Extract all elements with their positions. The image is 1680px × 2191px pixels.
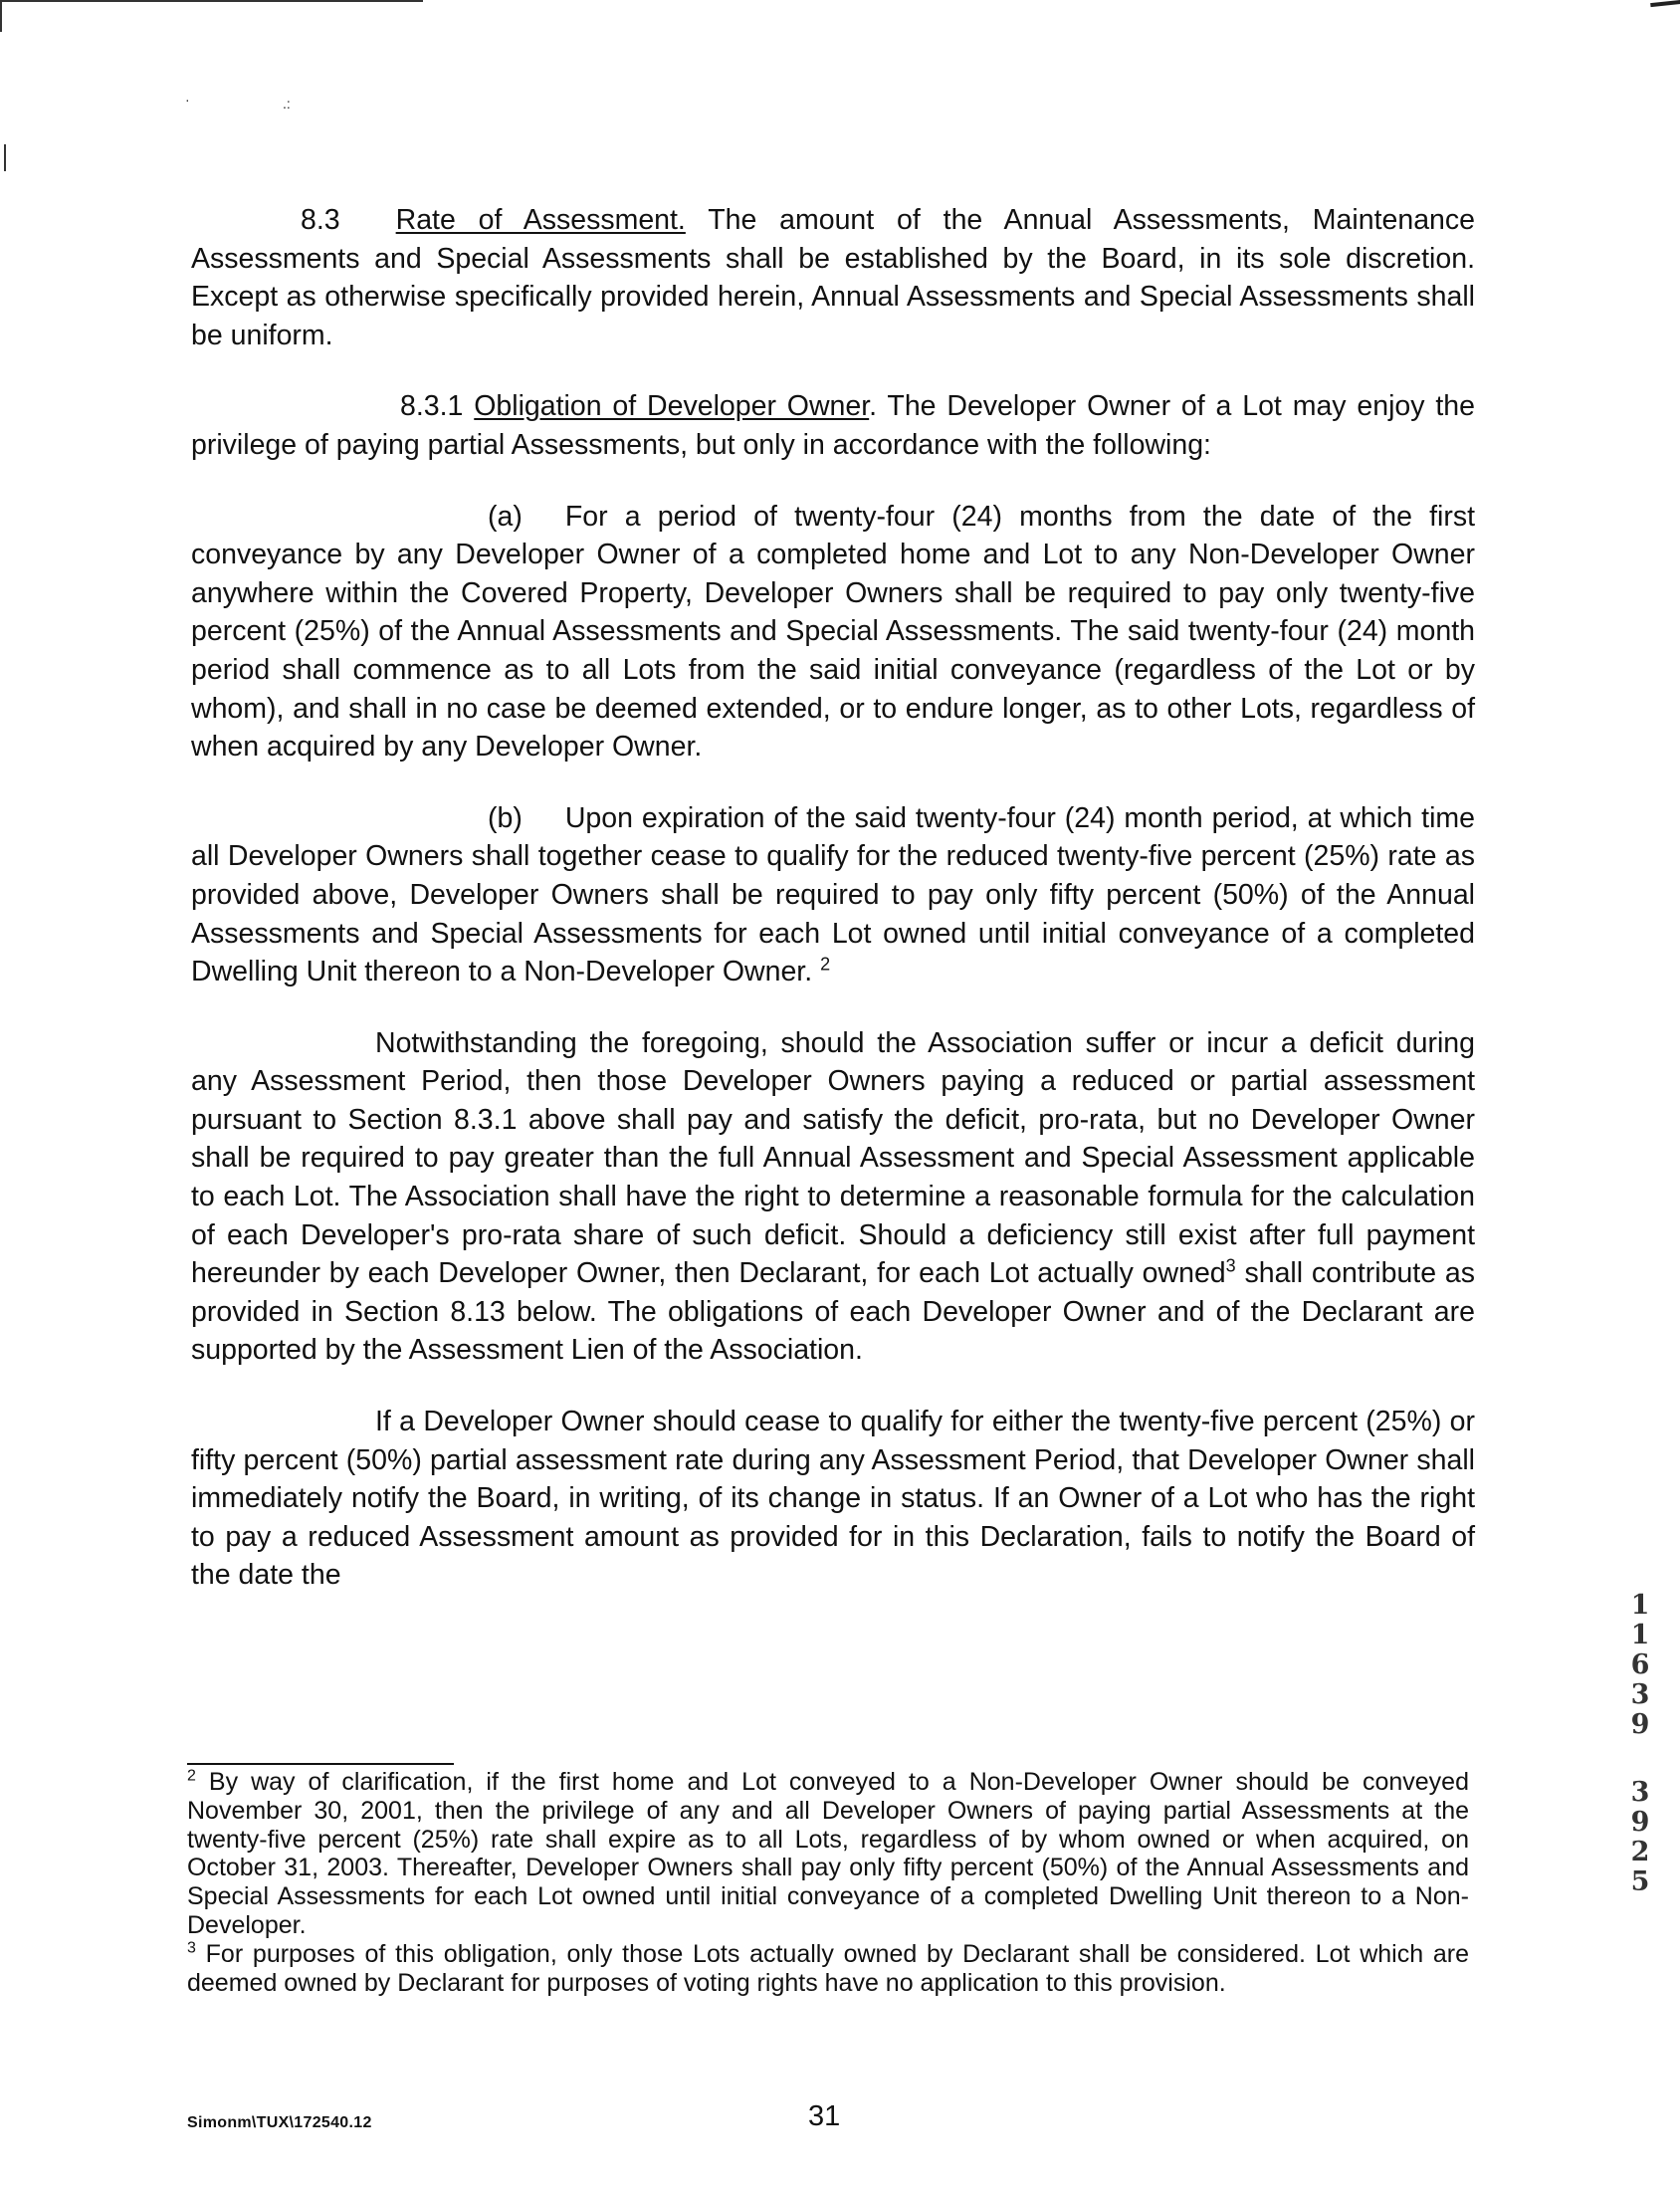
document-id: Simonm\TUX\172540.12 <box>187 2114 372 2131</box>
section-8-3-1 <box>191 387 1475 464</box>
stamp-digit: 2 <box>1630 1837 1650 1867</box>
clause-a <box>191 498 1475 767</box>
scan-border-left <box>0 0 2 32</box>
footnote-ref: 2 <box>820 954 831 975</box>
section-8-3 <box>191 201 1475 354</box>
footnote-ref: 3 <box>1225 1255 1236 1276</box>
clause-text: Upon expiration of the said twenty-four (24) month period, at which time all Developer Owners shall together cease to qualify for the reduced twenty-five percent (25%) rate as provided above, Developer Owners shall be required to pay only fifty percent (50%) of the Annual Assessments and Special Assessments for each Lot owned until initial conveyance of a completed Dwelling Unit thereon to a Non-Developer Owner. <box>191 801 1475 988</box>
paragraph-text: shall contribute as provided in Section 8.13 below. The obligations of each Developer Owner and of the Declarant are supported by the Assessment Lien of the Association. <box>191 1257 1475 1367</box>
body-text <box>191 201 1475 1595</box>
recording-stamp-upper <box>1620 1591 1660 1740</box>
clause-text: For a period of twenty-four (24) months from the date of the first conveyance by any Developer Owner of a completed home and Lot to any Non-Developer Owner anywhere within the Covered Property, Developer Owners shall be required to pay only twenty-five percent (25%) of the Annual Assessments and Special Assessments. The said twenty-four (24) month period shall commence as to all Lots from the said initial conveyance (regardless of the Lot or by whom), and shall in no case be deemed extended, or to endure longer, as to other Lots, regardless of when acquired by any Developer Owner. <box>191 500 1475 764</box>
stamp-digit: 1 <box>1630 1590 1650 1621</box>
stamp-digit: 9 <box>1630 1709 1650 1740</box>
footnote-divider <box>187 1763 454 1765</box>
scan-speck: .: <box>283 96 291 111</box>
recording-stamp-lower <box>1620 1778 1660 1897</box>
scan-mark-left <box>4 144 6 171</box>
stamp-digit: 9 <box>1630 1807 1650 1838</box>
paragraph-text: Notwithstanding the foregoing, should the Association suffer or incur a deficit during any Assessment Period, then those Developer Owners paying a reduced or partial assessment pursuant to Section 8.3.1 above shall pay and satisfy the deficit, pro-rata, but no Developer Owner shall be required to pay greater than the full Annual Assessment and Special Assessment applicable to each Lot. The Association shall have the right to determine a reasonable formula for the calculation of each Developer's pro-rata share of such deficit. Should a deficiency still exist after full payment hereunder by each Developer Owner, then Declarant, for each Lot actually owned <box>191 1026 1475 1290</box>
footnote <box>187 1940 1469 1998</box>
scan-border-top <box>0 0 423 2</box>
clause-b <box>191 799 1475 991</box>
section-number: 8.3.1 <box>400 390 464 423</box>
paragraph-notwithstanding <box>191 1024 1475 1370</box>
footnote-text: For purposes of this obligation, only those Lots actually owned by Declarant shall be considered. Lot which are deemed owned by Declarant for purposes of voting rights have no application to this provision. <box>187 1939 1469 1997</box>
section-heading: Obligation of Developer Owner <box>474 390 870 423</box>
clause-label: (a) <box>488 500 523 533</box>
stamp-digit: 3 <box>1630 1777 1650 1808</box>
scan-corner-mark <box>1650 0 1680 21</box>
stamp-digit: 3 <box>1630 1679 1650 1710</box>
page-number: 31 <box>808 2100 841 2132</box>
clause-label: (b) <box>488 801 523 834</box>
section-number: 8.3 <box>301 204 340 236</box>
scan-speck: · <box>185 92 190 108</box>
paragraph-cease-to-qualify <box>191 1403 1475 1595</box>
footnote <box>187 1768 1469 1940</box>
footnotes <box>187 1768 1469 1997</box>
footnote-marker: 2 <box>187 1767 196 1785</box>
stamp-digit: 1 <box>1630 1620 1650 1650</box>
footnote-marker: 3 <box>187 1939 196 1957</box>
section-text: The amount of the Annual Assessments, Maintenance Assessments and Special Assessments shall be established by the Board, in its sole discretion. Except as otherwise specifically provided herein, Annual Assessments and Special Assessments shall be uniform. <box>191 204 1475 351</box>
stamp-digit: 5 <box>1630 1866 1650 1897</box>
footnote-text: By way of clarification, if the first home and Lot conveyed to a Non-Developer Owner should be conveyed November 30, 2001, then the privilege of any and all Developer Owners of paying partial Assessments at the twenty-five percent (25%) rate shall expire as to all Lots, regardless of by whom owned or when acquired, on October 31, 2003. Thereafter, Developer Owners shall pay only fifty percent (50%) of the Annual Assessments and Special Assessments for each Lot owned until initial conveyance of a completed Dwelling Unit thereon to a Non-Developer. <box>187 1768 1469 1939</box>
section-heading: Rate of Assessment. <box>395 204 686 236</box>
stamp-digit: 6 <box>1630 1649 1650 1680</box>
section-text: . The Developer Owner of a Lot may enjoy the privilege of paying partial Assessments, but only in accordance with the following: <box>191 390 1475 461</box>
paragraph-text: If a Developer Owner should cease to qualify for either the twenty-five percent (25%) or fifty percent (50%) partial assessment rate during any Assessment Period, that Developer Owner shall immediately notify the Board, in writing, of its change in status. If an Owner of a Lot who has the right to pay a reduced Assessment amount as provided for in this Declaration, fails to notify the Board of the date the <box>191 1406 1475 1592</box>
